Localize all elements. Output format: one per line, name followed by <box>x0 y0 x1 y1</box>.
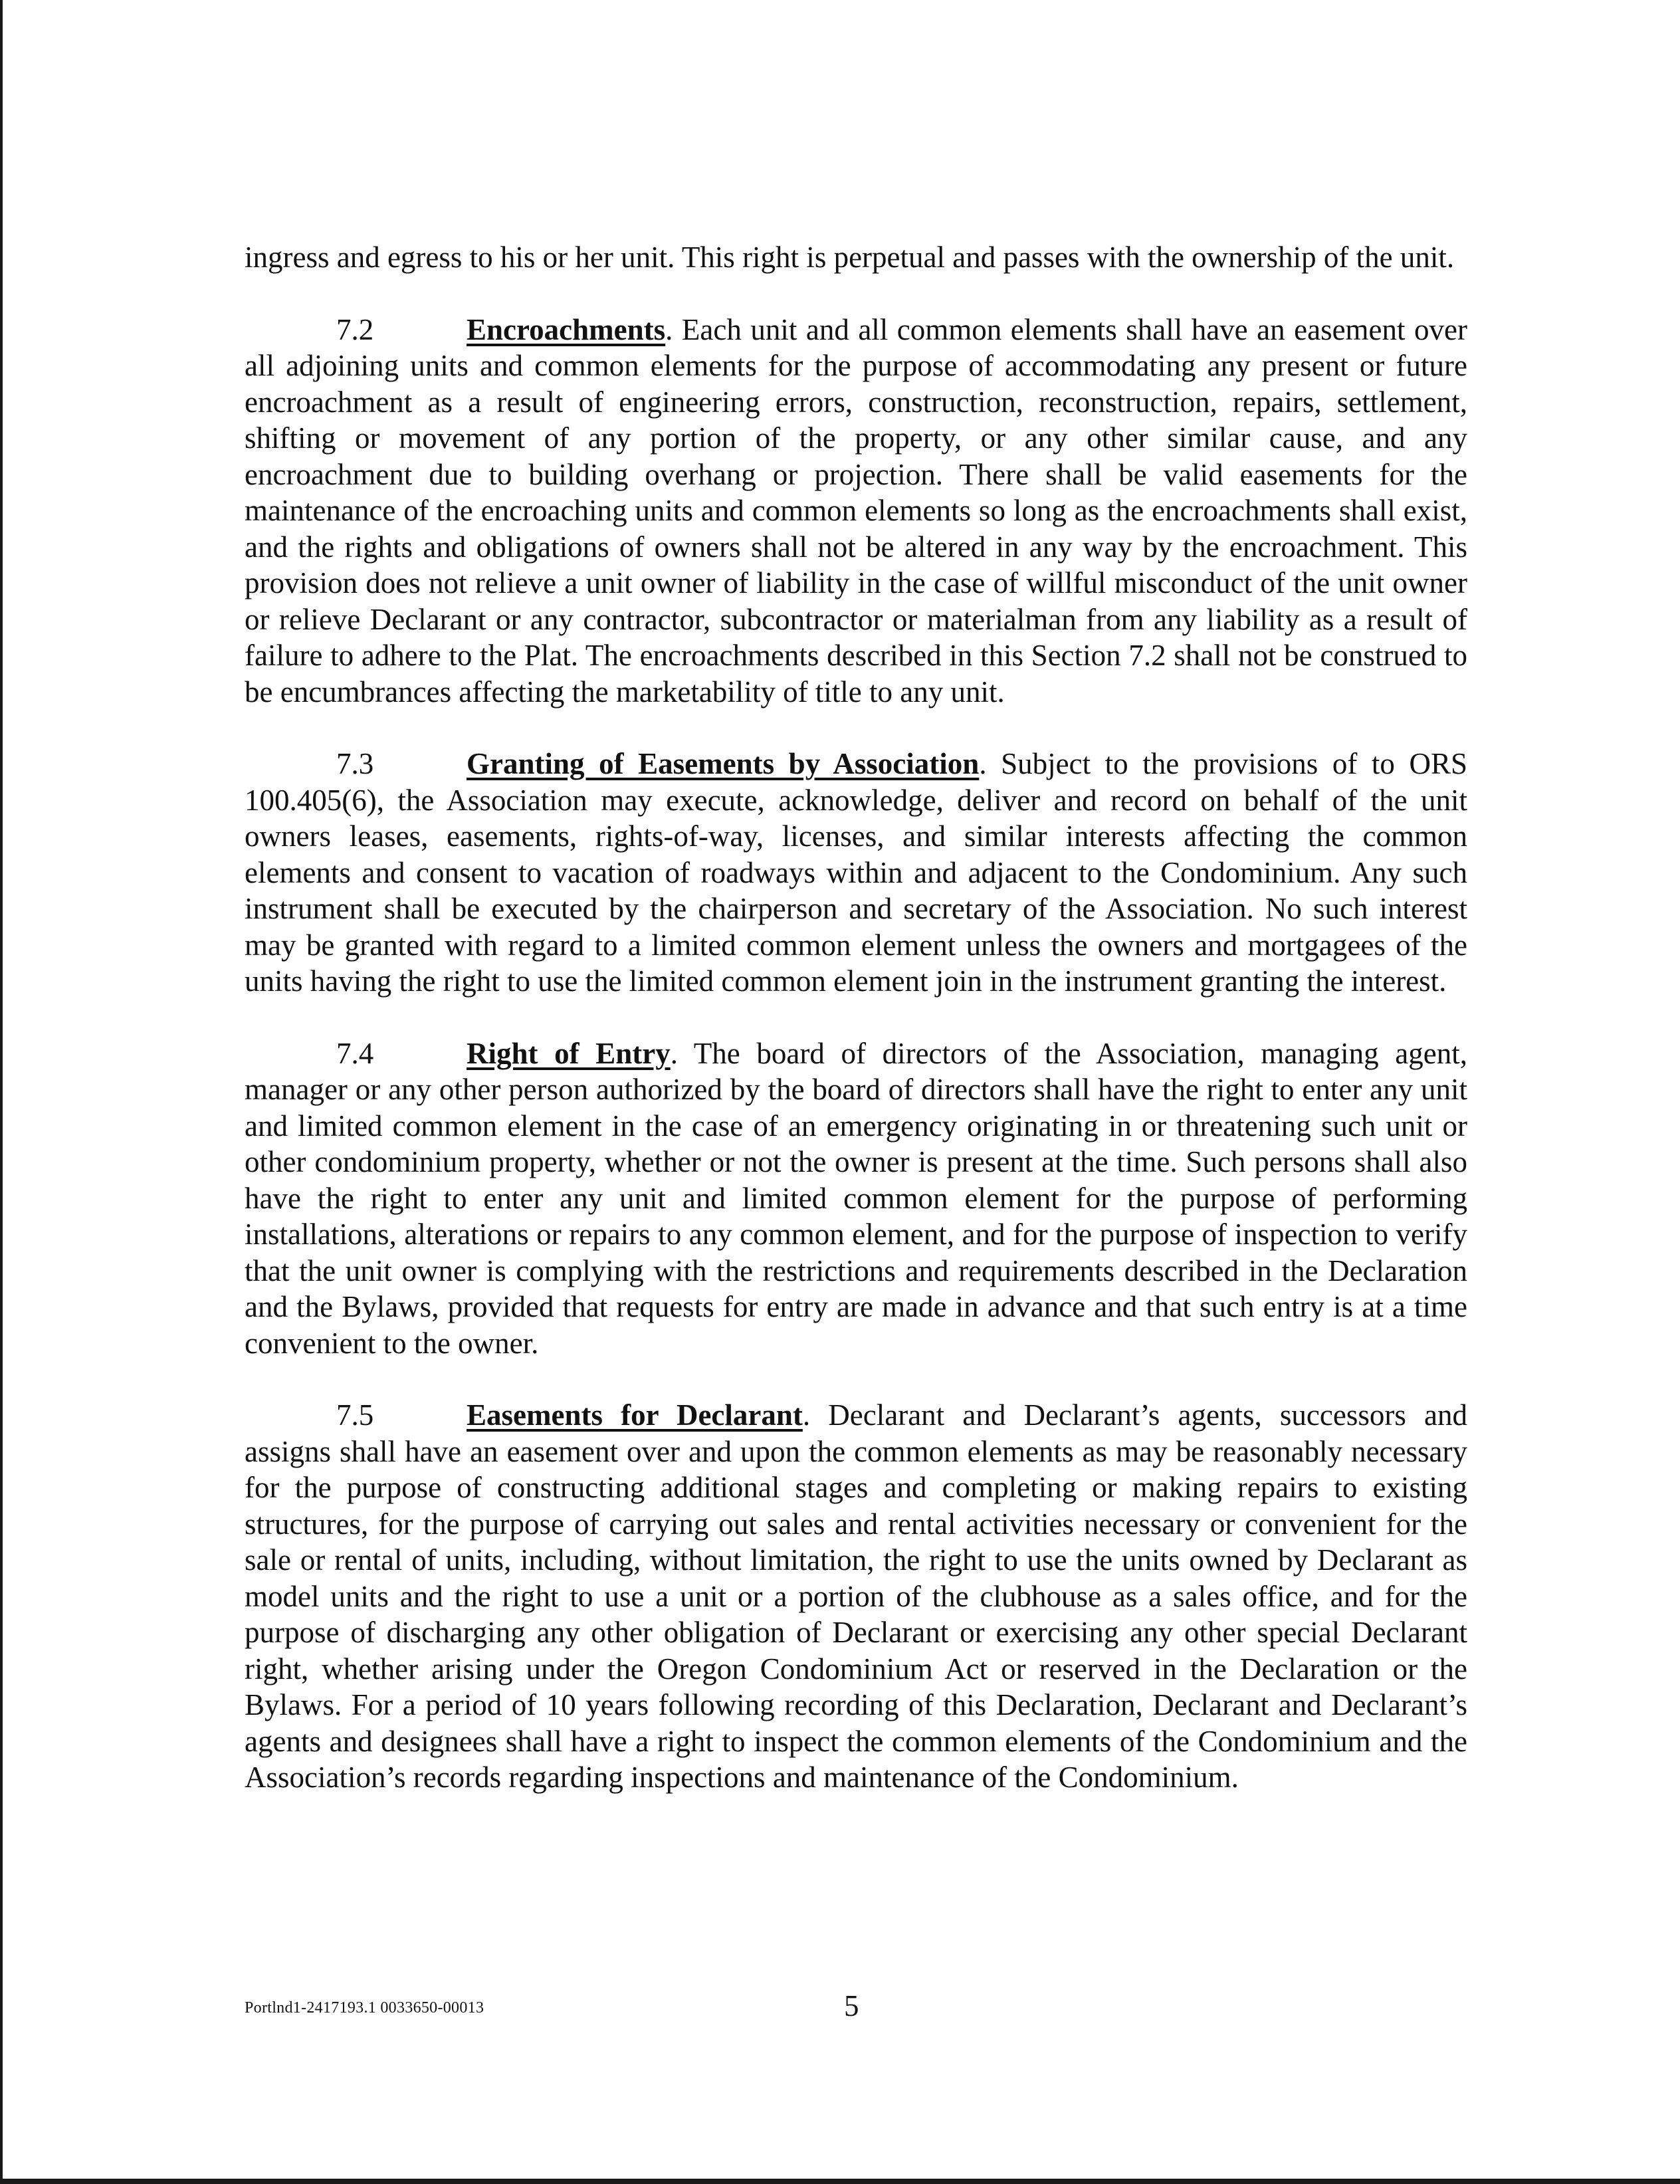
document-body <box>245 239 1467 1832</box>
section-7-2 <box>245 312 1467 710</box>
section-number: 7.3 <box>336 747 374 780</box>
section-body: . Declarant and Declarant’s agents, successors and assigns shall have an easement over and upon the common elements as may be reasonably necessary for the purpose of constructing additional stages and completing or making repairs to existing structures, for the purpose of carrying out sales and rental activities necessary or convenient for the sale or rental of units, including, without limitation, the right to use the units owned by Declarant as model units and the right to use a unit or a portion of the clubhouse as a sales office, and for the purpose of discharging any other obligation of Declarant or exercising any other special Declarant right, whether arising under the Oregon Condominium Act or reserved in the Declaration or the Bylaws. For a period of 10 years following recording of this Declaration, Declarant and Declarant’s agents and designees shall have a right to inspect the common elements of the Condominium and the Association’s records regarding inspections and maintenance of the Condominium. <box>245 1398 1467 1794</box>
section-body: . Each unit and all common elements shall have an easement over all adjoining units and common elements for the purpose of accommodating any present or future encroachment as a result of engineering errors, construction, reconstruction, repairs, settlement, shifting or movement of any portion of the property, or any other similar cause, and any encroachment due to building overhang or projection. There shall be valid easements for the maintenance of the encroaching units and common elements so long as the encroachments shall exist, and the rights and obligations of owners shall not be altered in any way by the encroachment. This provision does not relieve a unit owner of liability in the case of willful misconduct of the unit owner or relieve Declarant or any contractor, subcontractor or materialman from any liability as a result of failure to adhere to the Plat. The encroachments described in this Section 7.2 shall not be construed to be encumbrances affecting the marketability of title to any unit. <box>245 312 1467 709</box>
section-number: 7.5 <box>336 1398 374 1432</box>
section-number: 7.2 <box>336 312 374 346</box>
section-heading: Encroachments <box>467 312 666 346</box>
section-number: 7.4 <box>336 1036 374 1070</box>
section-7-4 <box>245 1036 1467 1362</box>
intro-paragraph: ingress and egress to his or her unit. This right is perpetual and passes with the ownership of the unit. <box>245 241 1455 274</box>
section-heading: Granting of Easements by Association <box>467 747 980 780</box>
document-id: Portlnd1-2417193.1 0033650-00013 <box>245 1999 484 2017</box>
section-7-5 <box>245 1397 1467 1796</box>
section-heading: Right of Entry <box>467 1036 671 1070</box>
scan-left-edge <box>0 0 3 2184</box>
section-body: . Subject to the provisions of to ORS 100.405(6), the Association may execute, acknowledge, deliver and record on behalf of the unit owners leases, easements, rights-of-way, licenses, and similar interests affecting the common elements and consent to vacation of roadways within and adjacent to the Condominium. Any such instrument shall be executed by the chairperson and secretary of the Association. No such interest may be granted with regard to a limited common element unless the owners and mortgagees of the units having the right to use the limited common element join in the instrument granting the interest. <box>245 747 1468 998</box>
section-heading: Easements for Declarant <box>467 1398 803 1432</box>
page-number: 5 <box>844 1989 859 2022</box>
section-body: . The board of directors of the Association, managing agent, manager or any other person authorized by the board of directors shall have the right to enter any unit and limited common element in the case of an emergency originating in or threatening such unit or other condominium property, whether or not the owner is present at the time. Such persons shall also have the right to enter any unit and limited common element for the purpose of performing installations, alterations or repairs to any common element, and for the purpose of inspection to verify that the unit owner is complying with the restrictions and requirements described in the Declaration and the Bylaws, provided that requests for entry are made in advance and that such entry is at a time convenient to the owner. <box>245 1036 1467 1360</box>
scan-bottom-edge <box>0 2179 1680 2184</box>
section-7-3 <box>245 746 1467 1000</box>
